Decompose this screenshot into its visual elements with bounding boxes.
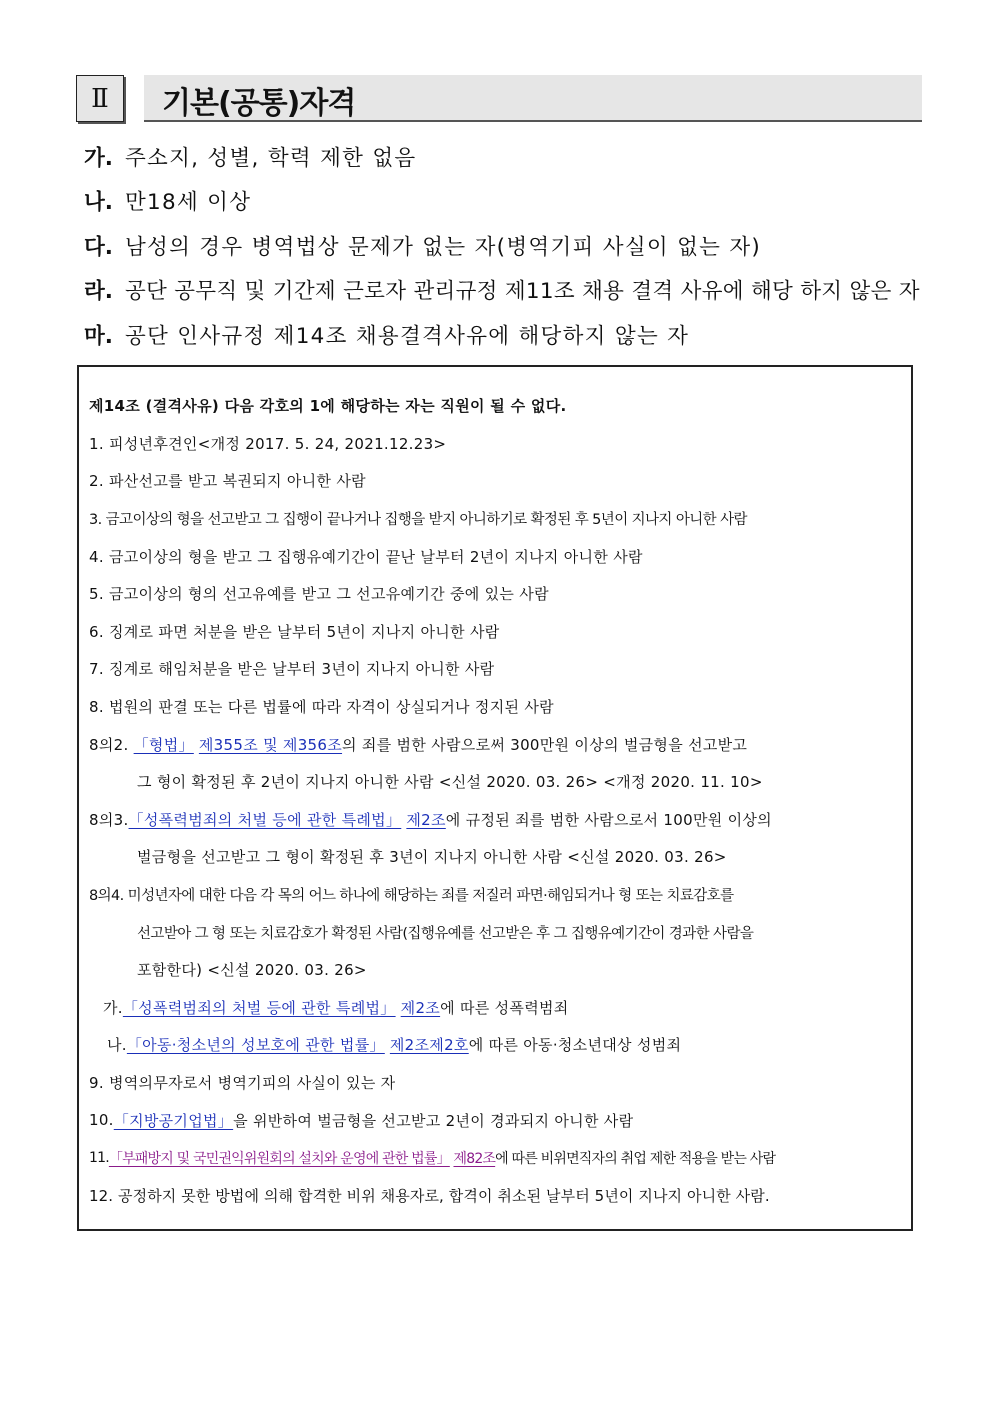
article-link[interactable]: 제2조 (400, 998, 441, 1017)
item-text: 만18세 이상 (124, 190, 252, 216)
item-marker: 다. (84, 234, 113, 260)
article-link[interactable]: 제2조제2호 (389, 1036, 469, 1055)
regulation-heading: 제14조 (결격사유) 다음 각호의 1에 해당하는 자는 직원이 될 수 없다. (89, 397, 567, 416)
regulation-line-cont: 그 형이 확정된 후 2년이 지나지 아니한 사람 <신설 2020. 03. 26> <개정 2020. 11. 10> (137, 773, 763, 792)
regulation-line (89, 1101, 907, 1139)
qualification-list (84, 134, 934, 357)
item-text: 공단 인사규정 제14조 채용결격사유에 해당하지 않는 자 (124, 323, 690, 349)
item-text: 공단 공무직 및 기간제 근로자 관리규정 제11조 채용 결격 사유에 해당 하지 않은 자 (124, 279, 920, 305)
line-prefix: 11. (89, 1149, 109, 1166)
section-title-bar (144, 75, 922, 122)
section-number: Ⅱ (76, 75, 124, 122)
section-header (76, 75, 922, 122)
regulation-subitem (89, 1026, 907, 1064)
regulation-box (77, 365, 913, 1231)
section-title: 기본(공통)자격 (162, 86, 356, 121)
item-marker: 마. (84, 323, 113, 349)
qualification-item (84, 179, 934, 224)
regulation-line: 1. 피성년후견인<개정 2017. 5. 24, 2021.12.23> (89, 434, 447, 453)
item-marker: 가. (84, 145, 113, 171)
law-link[interactable]: 「형법」 (133, 735, 194, 754)
regulation-line: 2. 파산선고를 받고 복권되지 아니한 사람 (89, 472, 366, 491)
regulation-line: 9. 병역의무자로서 병역기피의 사실이 있는 자 (89, 1073, 396, 1092)
regulation-line: 3. 금고이상의 형을 선고받고 그 집행이 끝나거나 집행을 받지 아니하기로 확정된 후 5년이 지나지 아니한 사람 (89, 512, 747, 529)
regulation-line-cont: 선고받아 그 형 또는 치료감호가 확정된 사람(집행유예를 선고받은 후 그 집행유예기간이 경과한 사람을 (137, 925, 754, 942)
regulation-lines (89, 387, 907, 1214)
article-link[interactable]: 제355조 및 제356조 (198, 735, 343, 754)
qualification-item (84, 134, 934, 179)
item-marker: 나. (84, 190, 113, 216)
qualification-item (84, 268, 934, 313)
law-link[interactable]: 「아동·청소년의 성보호에 관한 법률」 (126, 1036, 385, 1055)
line-prefix: 나. (107, 1036, 127, 1055)
regulation-line (89, 801, 907, 839)
regulation-line-cont: 벌금형을 선고받고 그 형이 확정된 후 3년이 지나지 아니한 사람 <신설 2020. 03. 26> (137, 848, 727, 867)
regulation-line: 8의4. 미성년자에 대한 다음 각 목의 어느 하나에 해당하는 죄를 저질러 파면·해임되거나 형 또는 치료감호를 (89, 888, 734, 905)
regulation-line (89, 725, 907, 763)
line-text: 을 위반하여 벌금형을 선고받고 2년이 경과되지 아니한 사람 (233, 1111, 634, 1130)
line-text: 의 죄를 범한 사람으로써 300만원 이상의 벌금형을 선고받고 (342, 735, 748, 754)
line-prefix: 8의3. (89, 810, 129, 829)
regulation-line: 6. 징계로 파면 처분을 받은 날부터 5년이 지나지 아니한 사람 (89, 622, 500, 641)
regulation-line: 8. 법원의 판결 또는 다른 법률에 따라 자격이 상실되거나 정지된 사람 (89, 698, 554, 717)
item-text: 주소지, 성별, 학력 제한 없음 (124, 145, 417, 171)
item-text: 남성의 경우 병역법상 문제가 없는 자(병역기피 사실이 없는 자) (124, 234, 762, 260)
law-link[interactable]: 「성폭력범죄의 처벌 등에 관한 특례법」 (122, 998, 396, 1017)
regulation-line: 4. 금고이상의 형을 받고 그 집행유예기간이 끝난 날부터 2년이 지나지 아니한 사람 (89, 547, 643, 566)
item-marker: 라. (84, 279, 113, 305)
article-link[interactable]: 제2조 (406, 810, 446, 829)
line-prefix: 가. (103, 998, 123, 1017)
line-text: 에 따른 비위면직자의 취업 제한 적용을 받는 사람 (495, 1150, 776, 1167)
qualification-item (84, 223, 934, 268)
line-text: 에 따른 아동·청소년대상 성범죄 (468, 1036, 682, 1055)
regulation-line (89, 1139, 907, 1177)
law-link[interactable]: 「지방공기업법」 (113, 1111, 234, 1130)
regulation-line: 7. 징계로 해임처분을 받은 날부터 3년이 지나지 아니한 사람 (89, 660, 495, 679)
regulation-subitem (89, 989, 907, 1027)
law-link[interactable]: 「부패방지 및 국민권익위원회의 설치와 운영에 관한 법률」 (108, 1150, 450, 1167)
line-prefix: 10. (89, 1111, 114, 1130)
line-prefix: 8의2. (89, 735, 129, 754)
line-text: 에 따른 성폭력범죄 (440, 998, 569, 1017)
regulation-line: 5. 금고이상의 형의 선고유예를 받고 그 선고유예기간 중에 있는 사람 (89, 585, 549, 604)
regulation-line-cont: 포함한다) <신설 2020. 03. 26> (137, 961, 367, 980)
qualification-item (84, 312, 934, 357)
line-text: 에 규정된 죄를 범한 사람으로서 100만원 이상의 (445, 810, 772, 829)
law-link[interactable]: 「성폭력범죄의 처벌 등에 관한 특례법」 (128, 810, 402, 829)
article-link[interactable]: 제82조 (453, 1150, 496, 1167)
regulation-line: 12. 공정하지 못한 방법에 의해 합격한 비위 채용자로, 합격이 취소된 날부터 5년이 지나지 아니한 사람. (89, 1186, 770, 1205)
